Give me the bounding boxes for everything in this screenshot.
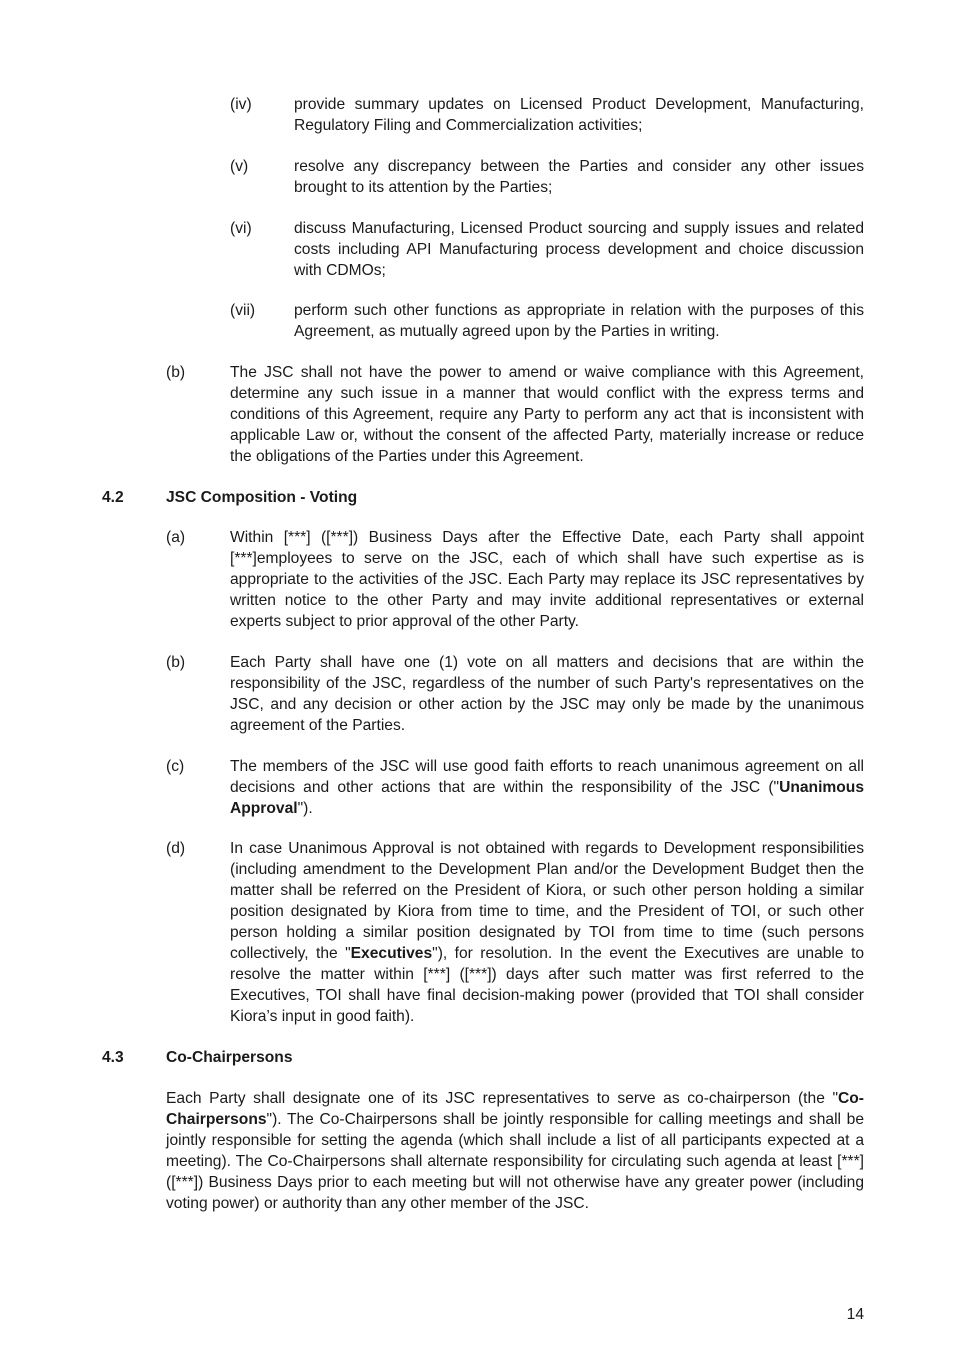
list-item-vii [230, 300, 864, 342]
defined-term: Co-Chairpersons [166, 1090, 864, 1128]
item-text: provide summary updates on Licensed Product Development, Manufacturing, Regulatory Filing and Commercialization activities; [294, 96, 864, 134]
item-label: (b) [166, 364, 186, 381]
paragraph-text [166, 1088, 864, 1214]
text-segment: "). The Co-Chairpersons shall be jointly responsible for calling meetings and shall be jointly responsible for setting the agenda (which shall include a list of all participants expected at a meeting). The Co-Chairpersons shall alternate responsibility for circulating such agenda at least [***] ([***]) Business Days prior to each meeting but will not otherwise have any greater power (including voting power) or authority than any other member of the JSC. [166, 1111, 864, 1212]
section-number: 4.3 [102, 1049, 124, 1066]
section-title: JSC Composition - Voting [166, 489, 358, 506]
text-segment: "), for resolution. In the event the Executives are unable to resolve the matter within [***] ([***]) days after such matter was first referred to the Executives, TOI shall have final decision-making power (provided that TOI shall consider Kiora’s input in good faith). [230, 945, 864, 1025]
text-segment: The members of the JSC will use good faith efforts to reach unanimous agreement on all decisions and other actions that are within the responsibility of the JSC (" [230, 758, 864, 796]
item-label: (iv) [230, 96, 252, 113]
defined-term: Executives [350, 945, 433, 962]
item-text: The JSC shall not have the power to amend or waive compliance with this Agreement, determine any such issue in a manner that would conflict with the express terms and conditions of this Agreement, require any Party to perform any act that is inconsistent with applicable Law or, without the consent of the affected Party, materially increase or reduce the obligations of the Parties under this Agreement. [230, 364, 864, 465]
item-text: Each Party shall have one (1) vote on all matters and decisions that are within the responsibility of the JSC, regardless of the number of such Party's representatives on the JSC, and any decision or other action by the JSC may only be made by the unanimous agreement of the Parties. [230, 654, 864, 734]
page-number: 14 [846, 1306, 864, 1323]
list-item-4-2-c [166, 756, 864, 819]
text-segment: In case Unanimous Approval is not obtained with regards to Development responsibilities (including amendment to the Development Plan and/or the Development Budget then the matter shall be referred on the President of Kiora, or such other person holding a similar position designated by Kiora from time to time, and the President of TOI, or such other person holding a similar position designated by TOI from time to time (such persons collectively, the " [230, 840, 864, 962]
item-label: (vii) [230, 302, 256, 319]
list-item-4-2-a [166, 527, 864, 632]
item-text: Within [***] ([***]) Business Days after the Effective Date, each Party shall appoint [***]employees to serve on the JSC, each of which shall have such expertise as is appropriate to the activities of the JSC. Each Party may replace its JSC representatives by written notice to the other Party and may invite additional representatives or external experts subject to prior approval of the other Party. [230, 529, 864, 630]
list-item-iv [230, 94, 864, 136]
defined-term: Unanimous Approval [230, 779, 864, 817]
item-label: (a) [166, 529, 186, 546]
item-text: discuss Manufacturing, Licensed Product sourcing and supply issues and related costs including API Manufacturing process development and choice discussion with CDMOs; [294, 220, 864, 279]
item-label: (v) [230, 158, 249, 175]
item-text: perform such other functions as appropriate in relation with the purposes of this Agreement, as mutually agreed upon by the Parties in writing. [294, 302, 864, 340]
list-item-v [230, 156, 864, 198]
item-label: (d) [166, 840, 186, 857]
item-label: (vi) [230, 220, 252, 237]
list-item-4-2-d [166, 838, 864, 1027]
list-item-vi [230, 218, 864, 281]
item-label: (b) [166, 654, 186, 671]
text-segment: Each Party shall designate one of its JSC representatives to serve as co-chairperson (the " [166, 1090, 839, 1107]
list-item-4-1-b [166, 362, 864, 467]
list-item-4-2-b [166, 652, 864, 736]
section-paragraph-4-3 [166, 1088, 864, 1214]
item-text [230, 838, 864, 1027]
item-label: (c) [166, 758, 185, 775]
section-title: Co-Chairpersons [166, 1049, 293, 1066]
section-number: 4.2 [102, 489, 124, 506]
text-segment: "). [297, 800, 313, 817]
item-text [230, 756, 864, 819]
item-text: resolve any discrepancy between the Parties and consider any other issues brought to its attention by the Parties; [294, 158, 864, 196]
